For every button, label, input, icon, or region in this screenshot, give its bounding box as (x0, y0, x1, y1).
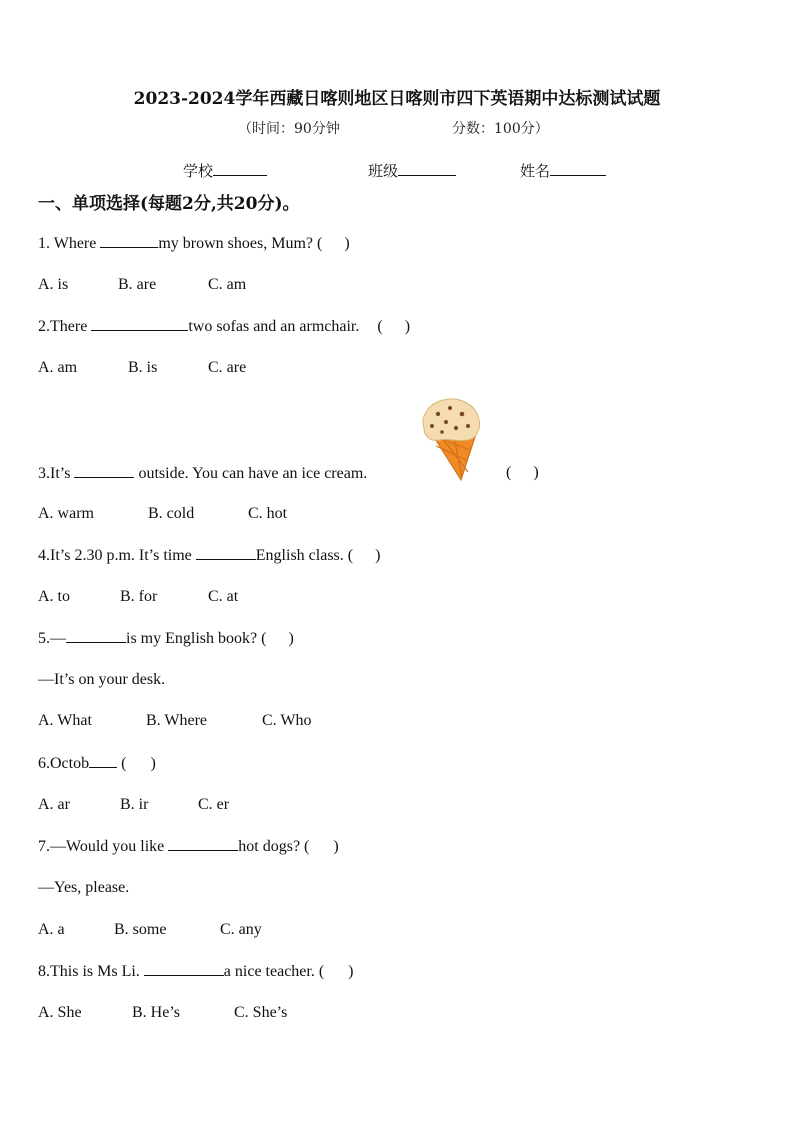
class-blank[interactable] (398, 161, 456, 176)
question-4: 4.It’s 2.30 p.m. It’s time English class. ( ) (38, 547, 381, 564)
question-2: 2.There two sofas and an armchair. ( ) (38, 318, 411, 335)
answer-blank[interactable] (168, 837, 238, 851)
option-b[interactable]: B. ir (120, 796, 149, 813)
answer-blank[interactable] (144, 962, 224, 976)
exam-score: 分数：100分） (452, 121, 549, 137)
option-c[interactable]: C. She’s (234, 1004, 288, 1021)
option-c[interactable]: C. any (220, 921, 262, 938)
answer-blank[interactable] (74, 464, 134, 478)
name-field (520, 160, 606, 181)
option-a[interactable]: A. is (38, 276, 69, 293)
answer-paren[interactable]: ( ) (506, 464, 539, 481)
school-blank[interactable] (213, 161, 267, 176)
answer-blank[interactable] (196, 546, 256, 560)
exam-title: 2023-2024学年西藏日喀则地区日喀则市四下英语期中达标测试试题 (133, 89, 661, 109)
question-7: 7.—Would you like hot dogs? ( ) (38, 838, 339, 855)
section-heading: 一、单项选择(每题2分,共20分)。 (38, 194, 300, 214)
option-a[interactable]: A. She (38, 1004, 82, 1021)
option-c[interactable]: C. Who (262, 712, 312, 729)
name-blank[interactable] (550, 161, 606, 176)
question-6: 6.Octob ( ) (38, 755, 156, 772)
option-b[interactable]: B. for (120, 588, 158, 605)
option-a[interactable]: A. to (38, 588, 70, 605)
option-b[interactable]: B. are (118, 276, 157, 293)
option-c[interactable]: C. hot (248, 505, 288, 522)
answer-blank[interactable] (91, 317, 188, 331)
school-field (183, 160, 267, 181)
school-label: 学校 (183, 162, 214, 180)
answer-blank[interactable] (89, 754, 117, 768)
option-a[interactable]: A. a (38, 921, 65, 938)
class-label: 班级 (368, 162, 399, 180)
answer-blank[interactable] (66, 629, 126, 643)
question-8: 8.This is Ms Li. a nice teacher. ( ) (38, 963, 354, 980)
name-label: 姓名 (520, 162, 551, 180)
question-1: 1. Where my brown shoes, Mum? ( ) (38, 235, 350, 252)
option-b[interactable]: B. cold (148, 505, 195, 522)
question-7-answer: —Yes, please. (38, 879, 130, 896)
option-a[interactable]: A. warm (38, 505, 94, 522)
question-5-answer: —It’s on your desk. (38, 671, 166, 688)
class-field (368, 160, 456, 181)
option-a[interactable]: A. am (38, 359, 78, 376)
option-c[interactable]: C. are (208, 359, 247, 376)
option-c[interactable]: C. am (208, 276, 247, 293)
question-3: 3.It’s outside. You can have an ice cream. (38, 465, 368, 482)
option-b[interactable]: B. some (114, 921, 167, 938)
option-c[interactable]: C. at (208, 588, 239, 605)
answer-blank[interactable] (100, 234, 158, 248)
ice-cream-icon (418, 394, 482, 482)
question-5: 5.— is my English book? ( ) (38, 630, 294, 647)
option-b[interactable]: B. He’s (132, 1004, 180, 1021)
option-a[interactable]: A. What (38, 712, 92, 729)
option-c[interactable]: C. er (198, 796, 230, 813)
option-b[interactable]: B. Where (146, 712, 208, 729)
exam-time: （时间：90分钟 (238, 121, 340, 137)
option-b[interactable]: B. is (128, 359, 158, 376)
option-a[interactable]: A. ar (38, 796, 70, 813)
